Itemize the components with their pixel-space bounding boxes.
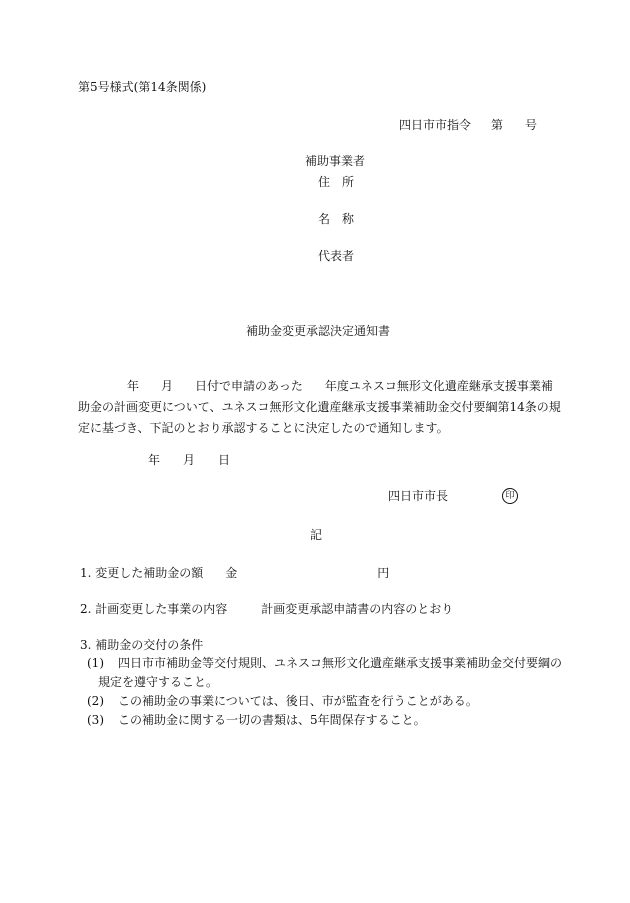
item-1-label: 1. 変更した補助金の額 xyxy=(80,566,204,580)
condition-1-text: 四日市市補助金等交付規則、ユネスコ無形文化遺産継承支援事業補助金交付要綱の xyxy=(118,656,563,670)
item-3-label: 3. 補助金の交付の条件 xyxy=(80,638,204,652)
ki-label: 記 xyxy=(310,528,323,542)
body-line-1: 年 月 日付で申請のあった 年度ユネスコ無形文化遺産継承支援事業補 xyxy=(127,379,553,393)
body-line-2: 助金の計画変更について、ユネスコ無形文化遺産継承支援事業補助金交付要綱第14条の規 xyxy=(78,400,561,414)
issuer-name: 四日市市長 xyxy=(388,489,449,503)
document-number xyxy=(399,119,537,131)
item-2-label: 2. 計画変更した事業の内容 xyxy=(80,602,228,616)
form-label: 第5号様式(第14条関係) xyxy=(78,80,207,94)
seal-icon: 印 xyxy=(502,488,518,504)
condition-3-number: (3) xyxy=(87,713,104,727)
condition-3-text: この補助金に関する一切の書類は、5年間保存すること。 xyxy=(118,713,426,727)
item-2 xyxy=(80,603,453,615)
item-1-kin: 金 xyxy=(225,566,238,580)
item-1-en: 円 xyxy=(377,566,390,580)
condition-2-number: (2) xyxy=(87,694,104,708)
date-line: 年 月 日 xyxy=(148,453,231,467)
condition-2-text: この補助金の事業については、後日、市が監査を行うことがある。 xyxy=(118,694,478,708)
representative-label: 代表者 xyxy=(318,249,355,263)
condition-1-continuation: 規定を遵守すること。 xyxy=(98,675,219,689)
condition-2 xyxy=(87,695,478,707)
doc-number-prefix: 四日市市指令 xyxy=(399,118,472,132)
item-2-value: 計画変更承認申請書の内容のとおり xyxy=(261,602,454,616)
doc-number-go: 号 xyxy=(525,118,538,132)
document-title: 補助金変更承認決定通知書 xyxy=(246,324,391,338)
doc-number-dai: 第 xyxy=(491,118,504,132)
body-line-3: 定に基づき、下記のとおり承認することに決定したので通知します。 xyxy=(78,421,449,435)
recipient-heading: 補助事業者 xyxy=(305,154,366,168)
condition-3 xyxy=(87,714,426,726)
address-label: 住 所 xyxy=(318,175,355,189)
name-label: 名 称 xyxy=(318,212,355,226)
condition-1 xyxy=(87,657,562,669)
item-1 xyxy=(80,567,389,579)
condition-1-number: (1) xyxy=(87,656,104,670)
body-paragraph xyxy=(78,376,561,439)
